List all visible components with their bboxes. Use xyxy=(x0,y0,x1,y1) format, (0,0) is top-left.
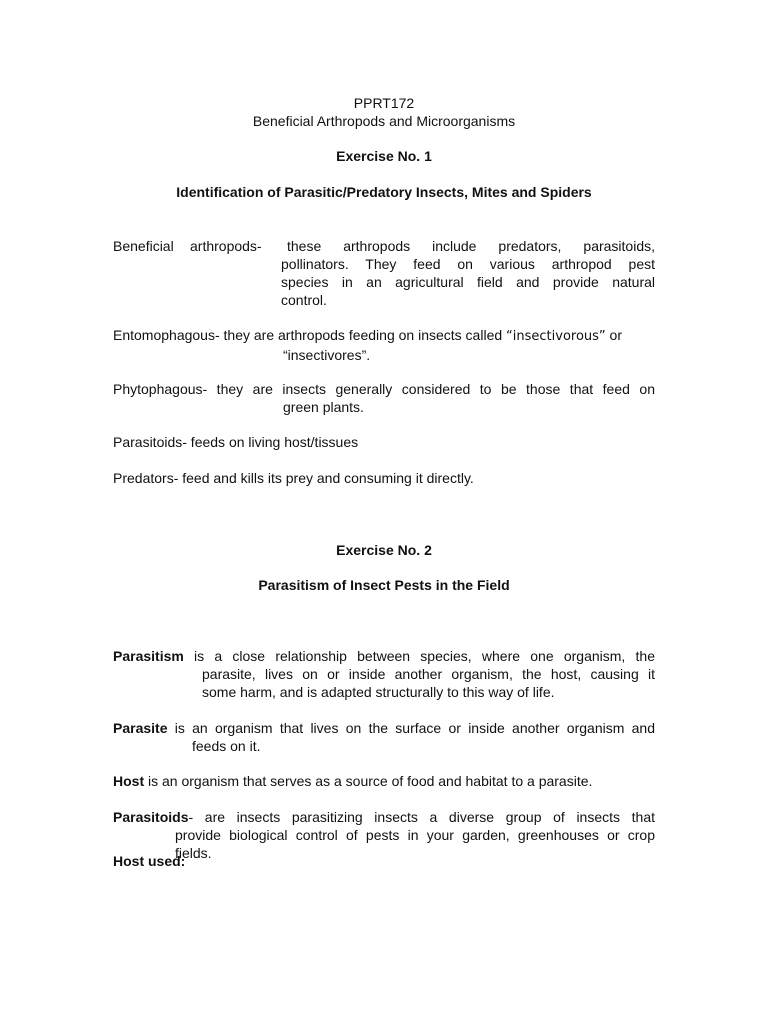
entomophagous-line-1b: or xyxy=(605,327,622,343)
term-beneficial: Beneficial xyxy=(113,238,174,254)
parasitoids-line-1: Parasitoids- are insects parasitizing insects a diverse group of insects that xyxy=(113,809,655,825)
parasitoids-line-3: fields. xyxy=(175,845,212,861)
definition-beneficial-arthropods xyxy=(113,237,655,309)
definition-host xyxy=(113,772,655,790)
term-parasite: Parasite xyxy=(113,720,168,736)
definition-predators: Predators- feed and kills its prey and consuming it directly. xyxy=(113,470,474,486)
definition-parasitoids-short: Parasitoids- feeds on living host/tissues xyxy=(113,434,359,450)
host-used-label: Host used: xyxy=(113,853,186,869)
course-title: Beneficial Arthropods and Microorganisms xyxy=(252,113,516,129)
definition-phytophagous xyxy=(113,380,655,416)
parasite-line-2: feeds on it. xyxy=(192,738,261,754)
definition-parasite xyxy=(113,719,655,755)
exercise-2-title: Parasitism of Insect Pests in the Field xyxy=(258,577,510,593)
beneficial-line-2: pollinators. They feed on various arthropod pest xyxy=(281,256,655,272)
exercise-2-heading: Exercise No. 2 xyxy=(336,542,432,558)
parasitism-line-1: Parasitism is a close relationship between species, where one organism, the xyxy=(113,648,655,664)
exercise-1-heading: Exercise No. 1 xyxy=(336,148,432,164)
term-parasitoids: Parasitoids xyxy=(113,809,189,825)
parasitism-line-3: some harm, and is adapted structurally to this way of life. xyxy=(202,684,555,700)
entomophagous-line-1 xyxy=(113,326,655,346)
term-parasitism: Parasitism xyxy=(113,648,184,664)
phytophagous-line-1: Phytophagous- they are insects generally considered to be those that feed on xyxy=(113,381,655,397)
beneficial-line-1: these arthropods include predators, parasitoids, xyxy=(287,238,655,254)
course-code: PPRT172 xyxy=(353,95,415,111)
parasite-line-1: Parasite is an organism that lives on the surface or inside another organism and xyxy=(113,720,655,736)
definition-entomophagous xyxy=(113,326,655,364)
phytophagous-line-2: green plants. xyxy=(283,399,364,415)
term-host: Host xyxy=(113,773,145,789)
beneficial-line-4: control. xyxy=(281,292,327,308)
entomophagous-line-1a: Entomophagous- they are arthropods feeding on insects called xyxy=(113,327,507,343)
insectivorous-quote: “insectivorous” xyxy=(506,329,606,344)
definition-parasitism xyxy=(113,647,655,701)
parasitoids-line-2: provide biological control of pests in your garden, greenhouses or crop xyxy=(175,827,655,843)
entomophagous-line-2: “insectivores”. xyxy=(283,347,371,363)
exercise-1-title: Identification of Parasitic/Predatory Insects, Mites and Spiders xyxy=(176,184,592,200)
beneficial-line-3: species in an agricultural field and provide natural xyxy=(281,274,655,290)
host-line-1: Host is an organism that serves as a source of food and habitat to a parasite. xyxy=(113,773,593,789)
parasitism-line-2: parasite, lives on or inside another organism, the host, causing it xyxy=(202,666,655,682)
term-arthropods: arthropods- xyxy=(190,238,262,254)
